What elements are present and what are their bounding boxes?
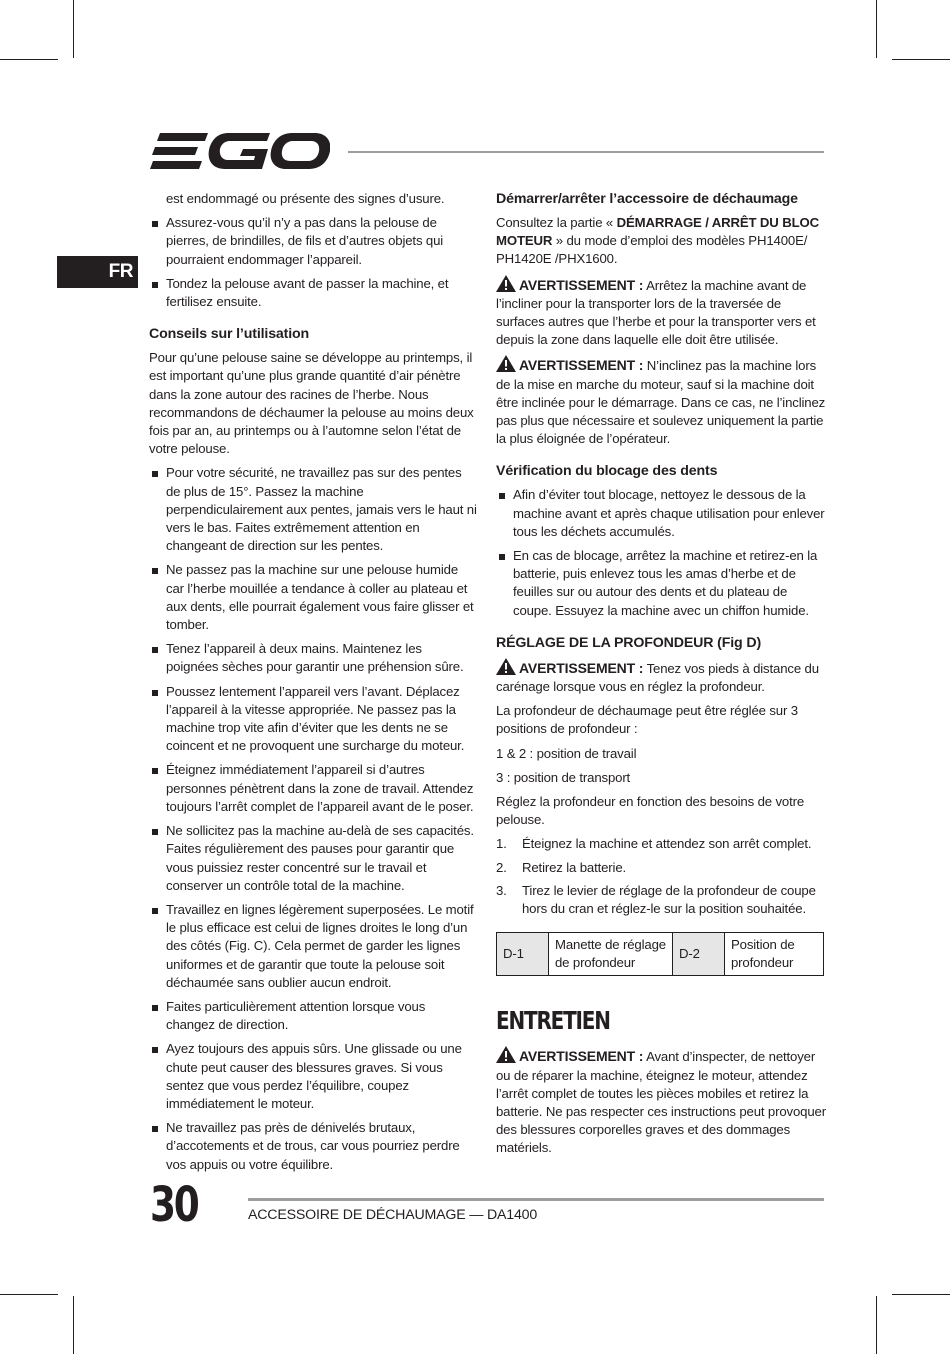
left-column <box>149 190 477 1180</box>
warning-text: N’inclinez pas la machine lors de la mise en marche du moteur, sauf si la machine doit être inclinée pour le démarrage. Dans ce cas, ne l’inclinez pas plus que nécessaire et soulevez uniquement la partie la plus éloignée de l’opérateur. <box>496 358 826 447</box>
warning-label: AVERTISSEMENT : <box>519 276 644 293</box>
list-item: Travaillez en lignes légèrement superposées. Le motif le plus efficace est celui de lignes droites le long d’un des côtés (Fig. C). Cela permet de garder les lignes uniformes et de garantir que toute la pelouse soit déchaumée sans oublier aucun endroit. <box>149 901 477 992</box>
warning-label: AVERTISSEMENT : <box>519 357 644 374</box>
paragraph <box>496 214 826 269</box>
step-text: Retirez la batterie. <box>522 859 627 875</box>
warning-label: AVERTISSEMENT : <box>519 1048 644 1065</box>
page-number: 30 <box>150 1177 198 1233</box>
warning-triangle-icon <box>496 658 516 675</box>
list-item: Ne passez pas la machine sur une pelouse humide car l’herbe mouillée a tendance à coller au plateau et aux dents, elle pourrait également vous faire glisser et tomber. <box>149 561 477 634</box>
list-item: Éteignez immédiatement l’appareil si d’autres personnes pénètrent dans la zone de travail. Attendez toujours l’arrêt complet de l’appareil avant de le poser. <box>149 761 477 816</box>
footer-title: ACCESSOIRE DE DÉCHAUMAGE — DA1400 <box>248 1207 538 1223</box>
warning-label: AVERTISSEMENT : <box>519 659 644 676</box>
crop-mark <box>892 59 950 60</box>
numbered-list <box>496 835 826 918</box>
crop-mark <box>73 1296 74 1354</box>
text-run: Consultez la partie « <box>496 215 617 230</box>
crop-mark <box>73 0 74 58</box>
list-item: Assurez-vous qu’il n’y a pas dans la pelouse de pierres, de brindilles, de fils et d’autres objets qui pourraient endommager l’appareil. <box>149 214 477 269</box>
step-number: 3. <box>496 882 507 898</box>
section-heading-start-stop: Démarrer/arrêter l’accessoire de déchaumage <box>496 191 798 207</box>
parts-table <box>496 932 824 976</box>
bullet-list <box>149 464 477 1173</box>
step-text: Éteignez la machine et attendez son arrêt complet. <box>522 836 812 852</box>
right-column <box>496 190 826 1164</box>
crop-mark <box>876 0 877 58</box>
section-heading-maintenance: ENTRETIEN <box>496 1006 610 1036</box>
warning-triangle-icon <box>496 355 516 372</box>
warning-paragraph <box>496 355 826 448</box>
crop-mark <box>0 59 58 60</box>
warning-paragraph <box>496 275 826 350</box>
warning-paragraph <box>496 1046 826 1157</box>
warning-triangle-icon <box>496 275 516 292</box>
text-run: » du mode d’emploi des modèles PH1400E/ PH1420E /PHX1600. <box>496 233 808 267</box>
warning-text: Avant d’inspecter, de nettoyer ou de réparer la machine, éteignez le moteur, attendez l’arrêt complet de toutes les pièces mobiles et retirez la batterie. Ne pas respecter ces instructions peut provoquer des blessures corporelles graves et des dommages matériels. <box>496 1049 826 1156</box>
table-row <box>497 933 824 976</box>
paragraph: La profondeur de déchaumage peut être réglée sur 3 positions de profondeur : <box>496 703 798 737</box>
paragraph: Réglez la profondeur en fonction des besoins de votre pelouse. <box>496 794 805 828</box>
list-item: Faites particulièrement attention lorsque vous changez de direction. <box>149 998 477 1034</box>
list-item: Afin d’éviter tout blocage, nettoyez le dessous de la machine avant et après chaque utilisation pour enlever tous les déchets accumulés. <box>496 486 826 541</box>
table-cell-code: D-1 <box>497 933 549 976</box>
language-tab: FR <box>57 256 138 288</box>
continued-bullet-text: est endommagé ou présente des signes d’usure. <box>166 191 445 206</box>
header-rule <box>348 151 824 153</box>
list-item: Poussez lentement l’appareil vers l’avant. Déplacez l’appareil à la vitesse appropriée. Ne passez pas la machine trop vite afin d’éviter que les dents ne se coincent et ne provoquent une surcharge du moteur. <box>149 683 477 756</box>
table-cell-label: Position de profondeur <box>725 933 824 976</box>
bullet-list <box>496 486 826 619</box>
list-item: En cas de blocage, arrêtez la machine et retirez-en la batterie, puis enlevez tous les amas d’herbe et de feuilles sur ou autour des dents et du plateau de coupe. Essuyez la machine avec un chiffon humide. <box>496 547 826 620</box>
table-cell-code: D-2 <box>673 933 725 976</box>
paragraph: Pour qu’une pelouse saine se développe au printemps, il est important qu’une plus grande quantité d’air pénètre dans la zone autour des racines de l’herbe. Nous recommandons de déchaumer la pelouse au moins deux fois par an, au printemps ou à l’automne selon l’état de votre pelouse. <box>149 350 474 457</box>
crop-mark <box>0 1294 58 1295</box>
list-item: Pour votre sécurité, ne travaillez pas sur des pentes de plus de 15°. Passez la machine perpendiculairement aux pentes, jamais vers le haut ni vers le bas. Faites extrêmement attention en changeant de direction sur les pentes. <box>149 464 477 555</box>
list-item: Tondez la pelouse avant de passer la machine, et fertilisez ensuite. <box>149 275 477 311</box>
list-item: Ayez toujours des appuis sûrs. Une glissade ou une chute peut causer des blessures graves. Si vous sentez que vous perdez l’équilibre, coupez immédiatement le moteur. <box>149 1040 477 1113</box>
list-item <box>496 882 826 918</box>
text-run-bold: DÉMARRAGE / ARRÊT DU BLOC MOTEUR <box>496 215 819 249</box>
warning-text: Tenez vos pieds à distance du carénage lorsque vous en réglez la profondeur. <box>496 660 819 695</box>
list-item <box>496 859 826 877</box>
paragraph: 3 : position de transport <box>496 769 631 785</box>
table-cell-label: Manette de réglage de profondeur <box>549 933 673 976</box>
list-item <box>496 835 826 853</box>
warning-text: Arrêtez la machine avant de l’incliner pour la transporter lors de la traversée de surfaces autres que l’herbe et pour la transporter vers et depuis la zone dans laquelle elle doit être utilisée. <box>496 277 816 348</box>
paragraph: 1 & 2 : position de travail <box>496 745 637 761</box>
section-heading-depth: RÉGLAGE DE LA PROFONDEUR (Fig D) <box>496 634 762 651</box>
crop-mark <box>876 1296 877 1354</box>
bullet-list <box>149 214 477 311</box>
section-heading-tines: Vérification du blocage des dents <box>496 463 718 480</box>
list-item: Tenez l’appareil à deux mains. Maintenez les poignées sèches pour garantir une préhension sûre. <box>149 640 477 676</box>
section-heading-usage: Conseils sur l’utilisation <box>149 326 310 343</box>
step-number: 1. <box>496 836 507 852</box>
step-number: 2. <box>496 859 507 875</box>
crop-mark <box>892 1294 950 1295</box>
list-item: Ne travaillez pas près de dénivelés brutaux, d’accotements et de trous, car vous pourriez perdre vos appuis ou votre équilibre. <box>149 1119 477 1174</box>
footer-rule <box>248 1198 824 1201</box>
ego-logo <box>150 131 330 171</box>
warning-paragraph <box>496 658 826 696</box>
warning-triangle-icon <box>496 1046 516 1063</box>
list-item: Ne sollicitez pas la machine au-delà de ses capacités. Faites régulièrement des pauses pour garantir que vous puissiez rester concentré sur le travail et conserver un contrôle total de la machine. <box>149 822 477 895</box>
step-text: Tirez le levier de réglage de la profondeur de coupe hors du cran et réglez-le sur la position souhaitée. <box>522 882 816 917</box>
